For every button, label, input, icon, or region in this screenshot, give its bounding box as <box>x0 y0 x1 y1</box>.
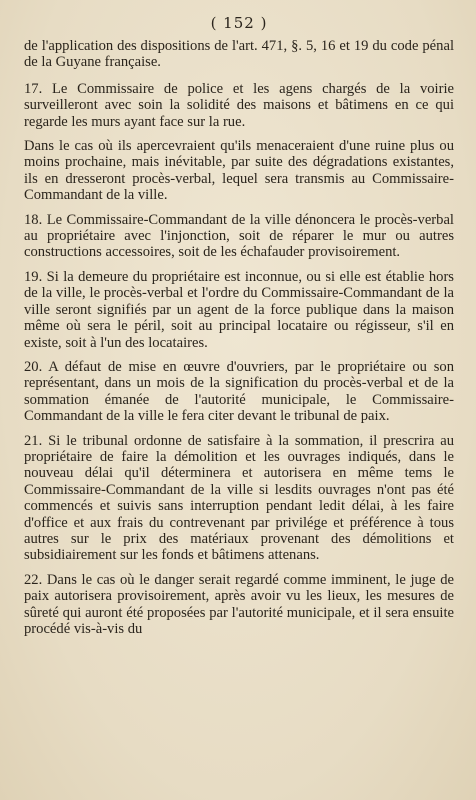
paragraph-continuation: de l'application des dispositions de l'art. 471, §. 5, 16 et 19 du code pénal de la Guyane française. <box>24 38 454 71</box>
article-20: 20. A défaut de mise en œuvre d'ouvriers, par le propriétaire ou son représentant, dans un mois de la signification du procès-verbal et de la sommation émanée de l'autorité municipale, le Commissaire-Commandant de la ville le fera citer devant le tribunal de paix. <box>24 358 454 425</box>
article-18: 18. Le Commissaire-Commandant de la ville dénoncera le procès-verbal au propriétaire avec l'injonction, soit de réparer le mur ou autres constructions accessoires, soit de les échafauder provisoirement. <box>24 211 454 261</box>
article-19: 19. Si la demeure du propriétaire est inconnue, ou si elle est établie hors de la ville, le procès-verbal et l'ordre du Commissaire-Commandant de la ville seront signifiés par un agent de la force publique dans la maison même où sera le péril, soit au principal locataire ou régisseur, s'il en existe, soit à l'un des locataires. <box>24 268 454 351</box>
article-22: 22. Dans le cas où le danger serait regardé comme imminent, le juge de paix autorisera provisoirement, après avoir vu les lieux, les mesures de sûreté qui auront été proposées par l'autorité municipale, et il sera ensuite procédé vis-à-vis du <box>24 571 454 637</box>
article-21: 21. Si le tribunal ordonne de satisfaire à la sommation, il prescrira au propriétaire de faire la démolition et les ouvrages indiqués, dans le nouveau délai qu'il déterminera et autorisera en même tems le Commissaire-Commandant de la ville si lesdits ouvrages n'ont pas été commencés et suivis sans interruption pendant ledit délai, à les faire d'office et aux frais du contrevenant par privilége et préférence à tous autres sur le prix des matériaux provenant des démolitions et subsidiairement sur les fonds et bâtimens attenans. <box>24 432 454 564</box>
page-number: ( 152 ) <box>210 14 268 32</box>
article-17-continued: Dans le cas où ils apercevraient qu'ils menaceraient d'une ruine plus ou moins prochaine, mais inévitable, par suite des dégradations existantes, ils en dresseront procès-verbal, lequel sera transmis au Commissaire-Commandant de la ville. <box>24 138 454 204</box>
article-17: 17. Le Commissaire de police et les agens chargés de la voirie surveilleront avec soin la solidité des maisons et bâtimens en ce qui regarde les murs ayant face sur la rue. <box>24 80 454 130</box>
